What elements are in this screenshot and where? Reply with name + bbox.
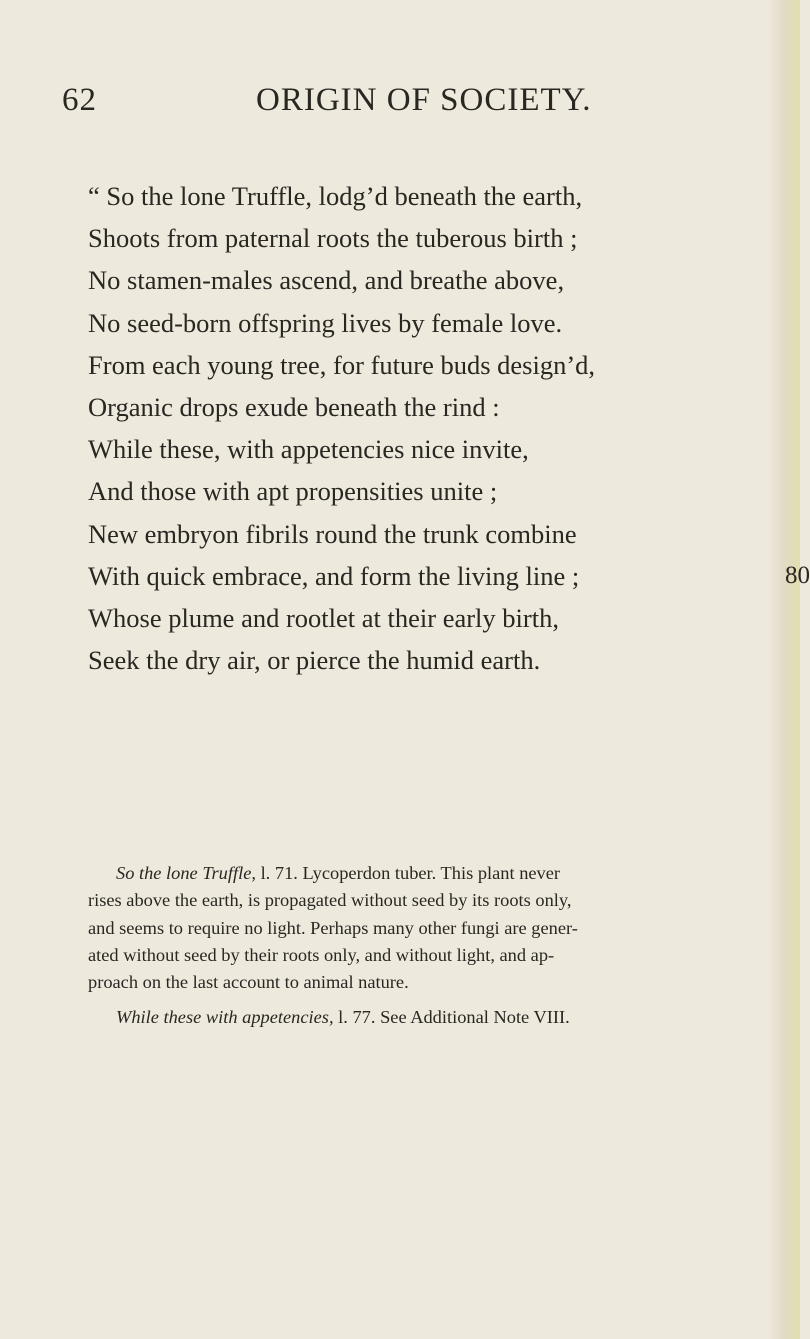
verse-line	[88, 597, 768, 639]
page-number: 62	[62, 82, 97, 118]
running-head: ORIGIN OF SOCIETY.	[256, 82, 592, 118]
verse-line-text: No seed-born offspring lives by female love.	[88, 307, 563, 338]
verse-line-text: New embryon fibrils round the trunk combine	[88, 518, 577, 549]
verse-line	[88, 513, 768, 555]
verse-line-text: And those with apt propensities unite ;	[88, 476, 498, 507]
footnote-reference: While these with appetencies,	[116, 1007, 334, 1028]
verse-line	[88, 175, 768, 217]
line-number: 80	[785, 561, 810, 589]
verse-line-text: With quick embrace, and form the living line ;	[88, 560, 580, 591]
footnote-line: ated without seed by their roots only, and without light, and ap-	[88, 944, 555, 965]
footnote-reference: So the lone Truffle,	[116, 863, 256, 883]
verse-line-text: Whose plume and rootlet at their early birth,	[88, 602, 559, 633]
footnote-text: l. 77. See Additional Note VIII.	[333, 1007, 570, 1028]
footnote-line	[88, 1004, 748, 1031]
verse-line-text: “ So the lone Truffle, lodg’d beneath the earth,	[88, 181, 583, 211]
verse-line-text: From each young tree, for future buds design’d,	[88, 349, 596, 380]
verse-line	[88, 217, 768, 259]
footnote-line: proach on the last account to animal nature.	[88, 972, 409, 993]
footnote-line: and seems to require no light. Perhaps many other fungi are gener-	[88, 917, 578, 938]
footnote-line	[88, 860, 748, 887]
verse-line	[88, 470, 768, 512]
verse-line-text: While these, with appetencies nice invite,	[88, 434, 529, 465]
verse-block	[88, 175, 810, 681]
verse-line-text: Organic drops exude beneath the rind :	[88, 391, 500, 422]
page-header	[60, 82, 750, 132]
verse-line	[88, 428, 768, 470]
footnote	[88, 860, 748, 996]
verse-line	[88, 344, 768, 386]
verse-line	[88, 302, 768, 344]
footnote	[88, 1004, 748, 1031]
verse-line-text: Seek the dry air, or pierce the humid earth.	[88, 645, 541, 676]
footnote-line: rises above the earth, is propagated without seed by its roots only,	[88, 890, 572, 911]
verse-line	[88, 639, 768, 681]
footnotes	[88, 860, 748, 1040]
verse-line	[88, 259, 768, 301]
verse-line-text: Shoots from paternal roots the tuberous birth ;	[88, 223, 578, 254]
verse-line-text: No stamen-males ascend, and breathe above,	[88, 265, 565, 296]
verse-line	[88, 555, 810, 597]
verse-line	[88, 386, 768, 428]
footnote-text: l. 71. Lycoperdon tuber. This plant never	[255, 863, 561, 883]
